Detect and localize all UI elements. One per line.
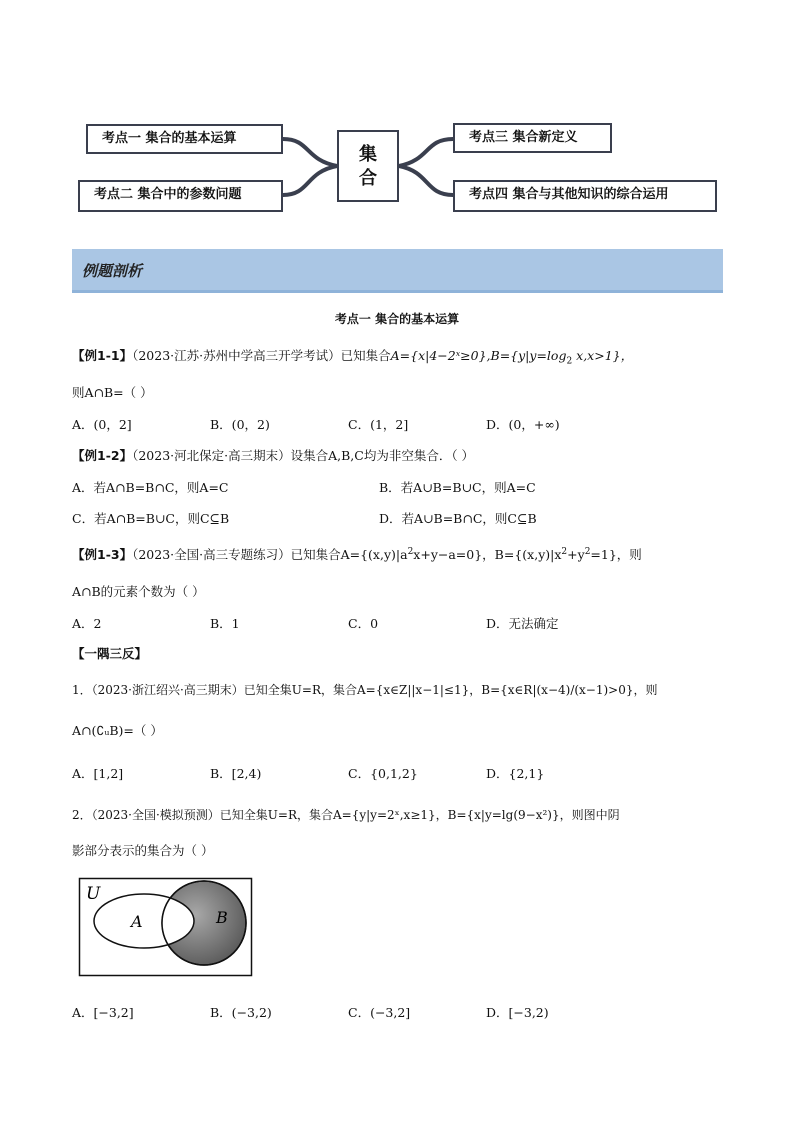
q2-option-a: A．[−3,2] xyxy=(72,1005,134,1020)
ex13-text1: （2023·全国·高三专题练习）已知集合A={(x,y)|a xyxy=(132,547,408,562)
ex13-sup1: 2 xyxy=(407,546,414,557)
ex12-option-a: A．若A∩B=B∩C，则A=C xyxy=(72,480,229,495)
q1-line2: A∩(∁ᵤB)=（ ） xyxy=(72,723,163,738)
ex13-sup2: 2 xyxy=(561,546,568,557)
ex12-text: （2023·河北保定·高三期末）设集合A,B,C均为非空集合．（ ） xyxy=(132,448,475,463)
q1-option-b: B．[2,4) xyxy=(210,766,262,781)
ex13-option-a: A．2 xyxy=(72,616,102,631)
ex11-option-a: A．(0，2] xyxy=(72,417,132,432)
ex12-line1 xyxy=(72,446,474,464)
ex13-line2: A∩B的元素个数为（ ） xyxy=(72,584,205,599)
mindmap-center xyxy=(337,130,399,202)
mindmap-node-2: 考点二 集合中的参数问题 xyxy=(78,180,283,212)
ex13-line1 xyxy=(72,545,642,563)
ex11-setB-end: x,x>1}， xyxy=(572,348,634,363)
ex11-setB: ,B={y|y=log xyxy=(486,348,567,363)
ex11-option-c: C．(1，2] xyxy=(348,417,409,432)
ex12-option-c: C．若A∩B=B∪C，则C⊆B xyxy=(72,511,230,526)
ex11-log-base: 2 xyxy=(566,356,573,367)
ex12-tag: 【例1-2】 xyxy=(72,448,133,463)
ex11-tag: 【例1-1】 xyxy=(72,348,133,363)
section-banner xyxy=(72,249,723,293)
q2-option-d: D．[−3,2) xyxy=(486,1005,549,1020)
mindmap-node-4: 考点四 集合与其他知识的综合运用 xyxy=(453,180,717,212)
ex13-tag: 【例1-3】 xyxy=(72,547,133,562)
q1-option-a: A．[1,2] xyxy=(72,766,124,781)
practice-heading: 【一隅三反】 xyxy=(72,646,148,661)
center-char-1: 集 xyxy=(359,144,377,165)
q1-line1: 1．（2023·浙江绍兴·高三期末）已知全集U=R，集合A={x∈Z||x−1|≤1}，B={x∈R|(x−4)/(x−1)>0}，则 xyxy=(72,683,658,697)
q2-option-b: B．(−3,2) xyxy=(210,1005,272,1020)
ex11-option-d: D．(0，+∞) xyxy=(486,417,560,432)
ex11-option-b: B．(0，2) xyxy=(210,417,270,432)
venn-label-b: B xyxy=(216,908,228,927)
banner-title: 例题剖析 xyxy=(82,262,143,280)
ex12-option-b: B．若A∪B=B∪C，则A=C xyxy=(379,480,536,495)
venn-diagram xyxy=(78,877,254,979)
ex11-line1 xyxy=(72,346,633,367)
venn-label-a: A xyxy=(131,912,143,931)
mindmap-node-3: 考点三 集合新定义 xyxy=(453,123,612,153)
q1-option-c: C．{0,1,2} xyxy=(348,766,418,781)
section-title: 考点一 集合的基本运算 xyxy=(334,312,460,326)
ex11-source: （2023·江苏·苏州中学高三开学考试）已知集合 xyxy=(132,348,391,363)
ex13-text4: =1}，则 xyxy=(590,547,642,562)
q1-option-d: D．{2,1} xyxy=(486,766,545,781)
ex13-text2: x+y−a=0}，B={(x,y)|x xyxy=(413,547,562,562)
venn-label-u: U xyxy=(86,884,101,904)
center-char-2: 合 xyxy=(359,168,377,189)
q2-option-c: C．(−3,2] xyxy=(348,1005,411,1020)
ex13-sup3: 2 xyxy=(584,546,591,557)
ex13-option-c: C．0 xyxy=(348,616,379,631)
ex13-option-d: D．无法确定 xyxy=(486,616,559,631)
ex11-setA: A={x|4−2ˣ≥0} xyxy=(390,348,487,363)
q2-line2: 影部分表示的集合为（ ） xyxy=(72,843,214,858)
ex13-text3: +y xyxy=(567,547,585,562)
ex11-line2: 则A∩B=（ ） xyxy=(72,385,153,400)
ex13-option-b: B．1 xyxy=(210,616,240,631)
q2-line1: 2．（2023·全国·模拟预测）已知全集U=R，集合A={y|y=2ˣ,x≥1}，B={x|y=lg(9−x²)}，则图中阴 xyxy=(72,808,620,822)
ex12-option-d: D．若A∪B=B∩C，则C⊆B xyxy=(379,511,537,526)
mindmap-node-1: 考点一 集合的基本运算 xyxy=(86,124,283,154)
